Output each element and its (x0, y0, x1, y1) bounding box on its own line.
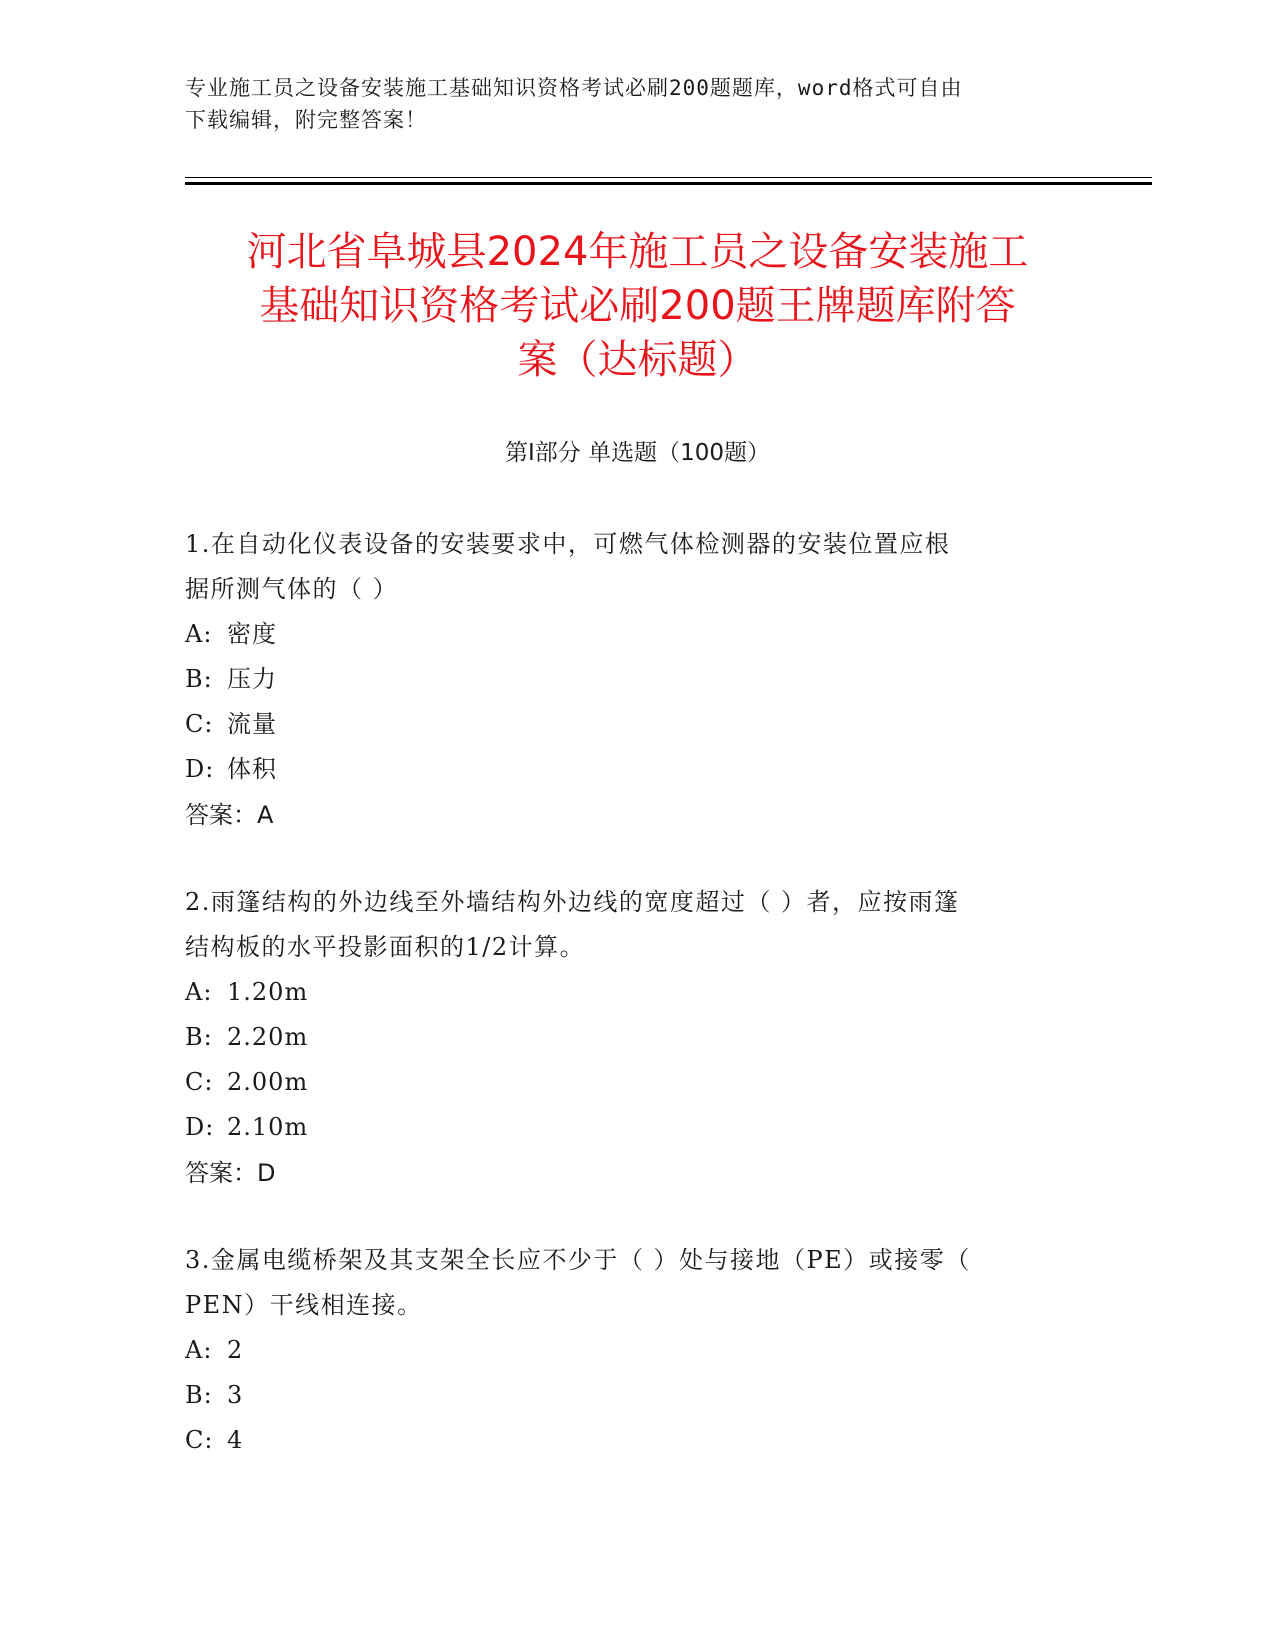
option-d (185, 747, 1095, 792)
header-note-line-1: 专业施工员之设备安装施工基础知识资格考试必刷200题题库，word格式可自由 (185, 76, 963, 100)
option-a (185, 1328, 1095, 1373)
option-text: 3 (227, 1381, 244, 1409)
option-a (185, 970, 1095, 1015)
question-text-line: 1.在自动化仪表设备的安装要求中，可燃气体检测器的安装位置应根 (185, 530, 951, 558)
question-text-line: 据所测气体的（ ） (185, 575, 399, 603)
question-1 (185, 522, 1095, 838)
document-title (180, 225, 1095, 387)
option-text: 体积 (227, 755, 277, 783)
option-label: A: (185, 978, 213, 1006)
option-label: C: (185, 710, 214, 738)
question-text-line: 3.金属电缆桥架及其支架全长应不少于（ ）处与接地（PE）或接零（ (185, 1246, 971, 1274)
option-label: B: (185, 1381, 213, 1409)
option-text: 流量 (227, 710, 277, 738)
option-c (185, 702, 1095, 747)
question-text (185, 880, 1095, 970)
option-label: D: (185, 1113, 215, 1141)
option-text: 2.10m (227, 1113, 309, 1141)
option-text: 2 (227, 1336, 244, 1364)
option-b (185, 1373, 1095, 1418)
section-heading: 第Ⅰ部分 单选题（100题） (505, 440, 770, 466)
answer: 答案：A (185, 801, 274, 829)
question-text-line: PEN）干线相连接。 (185, 1291, 423, 1319)
option-b (185, 1015, 1095, 1060)
option-c (185, 1418, 1095, 1463)
question-text-line: 结构板的水平投影面积的1/2计算。 (185, 933, 586, 961)
option-text: 1.20m (227, 978, 309, 1006)
header-note-line-2: 下载编辑，附完整答案！ (185, 108, 427, 132)
option-label: C: (185, 1426, 214, 1454)
title-line-3: 案（达标题） (517, 337, 758, 383)
option-text: 2.00m (227, 1068, 309, 1096)
option-c (185, 1060, 1095, 1105)
option-label: D: (185, 755, 215, 783)
option-a (185, 612, 1095, 657)
option-label: A: (185, 620, 213, 648)
option-label: A: (185, 1336, 213, 1364)
option-label: B: (185, 665, 213, 693)
header-divider-thick (185, 182, 1152, 185)
document-header-note (185, 72, 1065, 136)
question-2 (185, 880, 1095, 1196)
option-text: 压力 (227, 665, 277, 693)
title-line-2: 基础知识资格考试必刷200题王牌题库附答 (259, 283, 1016, 329)
option-label: C: (185, 1068, 214, 1096)
title-line-1: 河北省阜城县2024年施工员之设备安装施工 (246, 229, 1029, 275)
option-text: 2.20m (227, 1023, 309, 1051)
question-text (185, 1238, 1095, 1328)
question-text-line: 2.雨篷结构的外边线至外墙结构外边线的宽度超过（ ）者，应按雨篷 (185, 888, 960, 916)
answer: 答案：D (185, 1159, 276, 1187)
option-text: 4 (227, 1426, 244, 1454)
option-b (185, 657, 1095, 702)
option-label: B: (185, 1023, 213, 1051)
option-text: 密度 (227, 620, 277, 648)
question-text (185, 522, 1095, 612)
option-d (185, 1105, 1095, 1150)
question-3 (185, 1238, 1095, 1463)
header-divider-thin (185, 177, 1152, 178)
